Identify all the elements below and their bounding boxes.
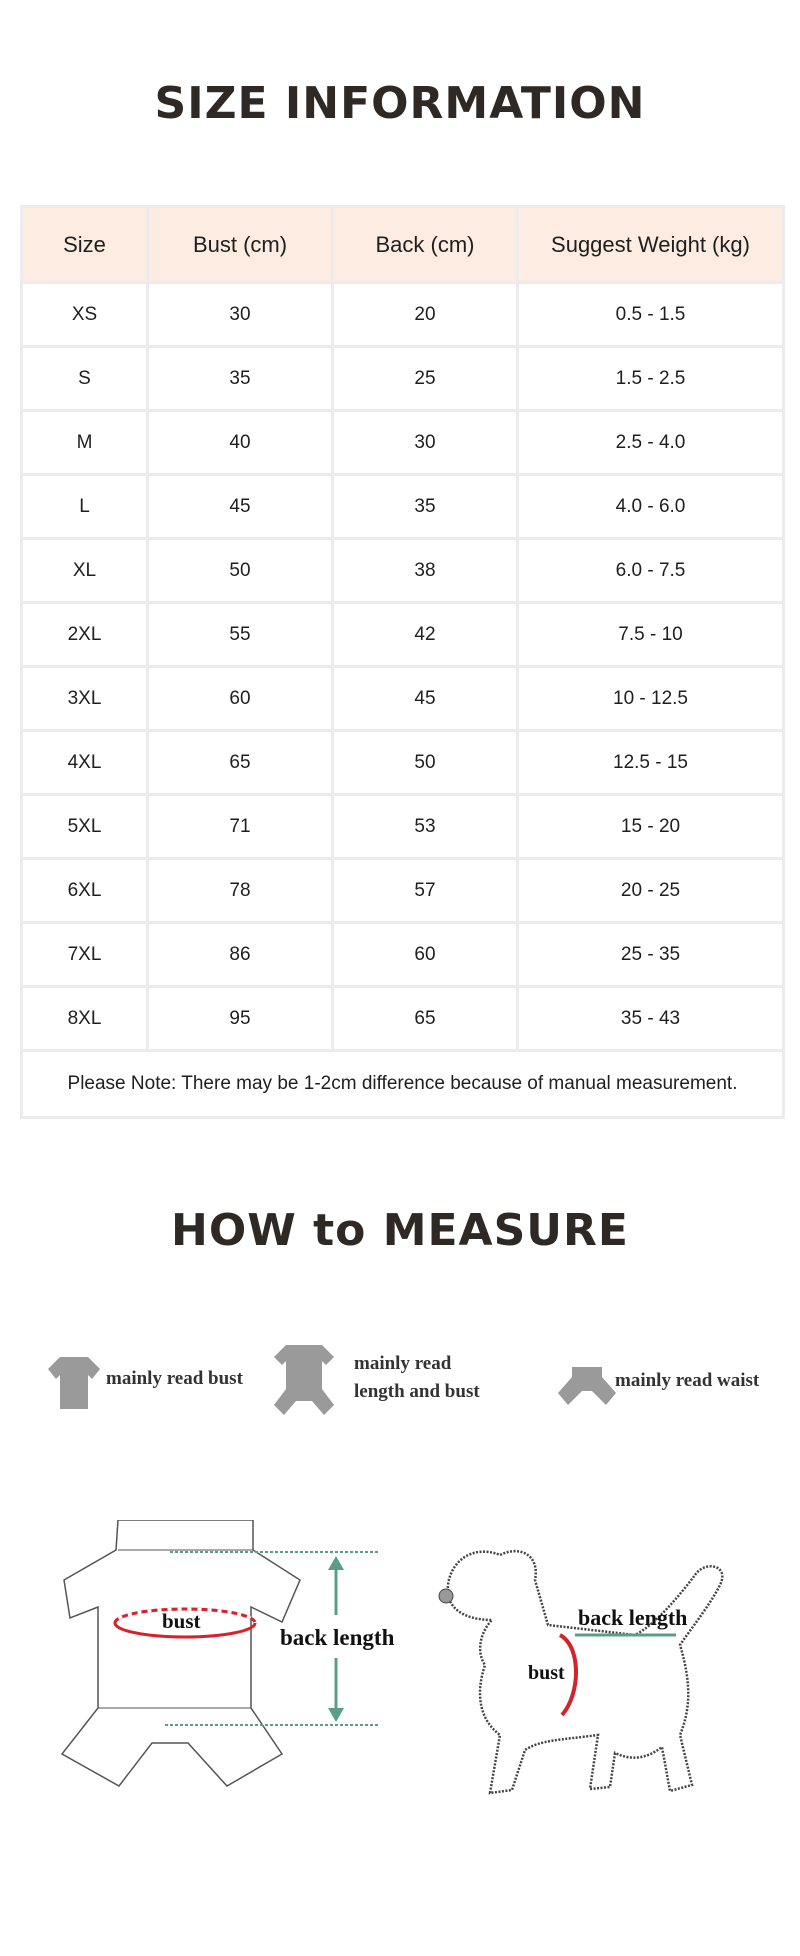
weight-cell: 20 - 25 bbox=[518, 859, 784, 923]
table-row bbox=[22, 667, 784, 731]
legend-jumpsuit-label bbox=[354, 1350, 480, 1406]
column-header-back: Back (cm) bbox=[333, 207, 518, 283]
size-cell: L bbox=[22, 475, 148, 539]
garment-bust-label: bust bbox=[162, 1609, 201, 1633]
table-row bbox=[22, 603, 784, 667]
back-cell: 42 bbox=[333, 603, 518, 667]
table-row bbox=[22, 731, 784, 795]
table-row bbox=[22, 475, 784, 539]
bust-cell: 95 bbox=[148, 987, 333, 1051]
size-cell: 3XL bbox=[22, 667, 148, 731]
dog-back-length-label: back length bbox=[578, 1605, 688, 1630]
weight-cell: 15 - 20 bbox=[518, 795, 784, 859]
weight-cell: 4.0 - 6.0 bbox=[518, 475, 784, 539]
table-row bbox=[22, 923, 784, 987]
table-row bbox=[22, 411, 784, 475]
bust-cell: 65 bbox=[148, 731, 333, 795]
bust-cell: 71 bbox=[148, 795, 333, 859]
bust-cell: 40 bbox=[148, 411, 333, 475]
garment-back-length-label: back length bbox=[280, 1625, 395, 1650]
back-cell: 57 bbox=[333, 859, 518, 923]
column-header-weight: Suggest Weight (kg) bbox=[518, 207, 784, 283]
table-row bbox=[22, 795, 784, 859]
bust-cell: 78 bbox=[148, 859, 333, 923]
jumpsuit-icon bbox=[272, 1343, 336, 1417]
table-row bbox=[22, 347, 784, 411]
weight-cell: 0.5 - 1.5 bbox=[518, 283, 784, 347]
garment-diagram bbox=[60, 1520, 420, 1800]
weight-cell: 35 - 43 bbox=[518, 987, 784, 1051]
legend-pants-label: mainly read waist bbox=[615, 1370, 760, 1391]
column-header-bust: Bust (cm) bbox=[148, 207, 333, 283]
size-cell: S bbox=[22, 347, 148, 411]
column-header-size: Size bbox=[22, 207, 148, 283]
dog-diagram bbox=[430, 1535, 750, 1805]
back-cell: 25 bbox=[333, 347, 518, 411]
table-row bbox=[22, 283, 784, 347]
weight-cell: 10 - 12.5 bbox=[518, 667, 784, 731]
how-to-measure-title: HOW to MEASURE bbox=[171, 1205, 629, 1256]
weight-cell: 2.5 - 4.0 bbox=[518, 411, 784, 475]
legend-shirt-label: mainly read bust bbox=[106, 1368, 243, 1389]
back-cell: 30 bbox=[333, 411, 518, 475]
size-cell: XL bbox=[22, 539, 148, 603]
note-row bbox=[22, 1051, 784, 1118]
size-cell: 6XL bbox=[22, 859, 148, 923]
weight-cell: 7.5 - 10 bbox=[518, 603, 784, 667]
back-cell: 60 bbox=[333, 923, 518, 987]
bust-cell: 55 bbox=[148, 603, 333, 667]
back-cell: 20 bbox=[333, 283, 518, 347]
size-cell: 8XL bbox=[22, 987, 148, 1051]
shirt-icon bbox=[46, 1355, 102, 1411]
bust-cell: 35 bbox=[148, 347, 333, 411]
table-row bbox=[22, 859, 784, 923]
dog-bust-label: bust bbox=[528, 1662, 565, 1684]
back-cell: 65 bbox=[333, 987, 518, 1051]
table-row bbox=[22, 539, 784, 603]
size-cell: 2XL bbox=[22, 603, 148, 667]
back-cell: 45 bbox=[333, 667, 518, 731]
back-cell: 38 bbox=[333, 539, 518, 603]
dog-outline bbox=[448, 1551, 723, 1793]
size-table bbox=[20, 205, 785, 1119]
pants-icon bbox=[556, 1365, 618, 1407]
weight-cell: 1.5 - 2.5 bbox=[518, 347, 784, 411]
garment-outline bbox=[62, 1520, 300, 1786]
weight-cell: 12.5 - 15 bbox=[518, 731, 784, 795]
bust-cell: 50 bbox=[148, 539, 333, 603]
bust-cell: 45 bbox=[148, 475, 333, 539]
weight-cell: 6.0 - 7.5 bbox=[518, 539, 784, 603]
legend-jumpsuit-line1: mainly read bbox=[354, 1353, 452, 1374]
table-row bbox=[22, 987, 784, 1051]
size-cell: 7XL bbox=[22, 923, 148, 987]
bust-cell: 60 bbox=[148, 667, 333, 731]
table-header-row bbox=[22, 207, 784, 283]
back-cell: 35 bbox=[333, 475, 518, 539]
measurement-note: Please Note: There may be 1-2cm difference because of manual measurement. bbox=[22, 1051, 784, 1118]
size-cell: XS bbox=[22, 283, 148, 347]
size-cell: 4XL bbox=[22, 731, 148, 795]
bust-cell: 30 bbox=[148, 283, 333, 347]
legend-jumpsuit-line2: length and bust bbox=[354, 1381, 480, 1402]
back-cell: 50 bbox=[333, 731, 518, 795]
back-cell: 53 bbox=[333, 795, 518, 859]
size-information-title: SIZE INFORMATION bbox=[154, 78, 646, 129]
size-cell: M bbox=[22, 411, 148, 475]
bust-cell: 86 bbox=[148, 923, 333, 987]
weight-cell: 25 - 35 bbox=[518, 923, 784, 987]
size-cell: 5XL bbox=[22, 795, 148, 859]
